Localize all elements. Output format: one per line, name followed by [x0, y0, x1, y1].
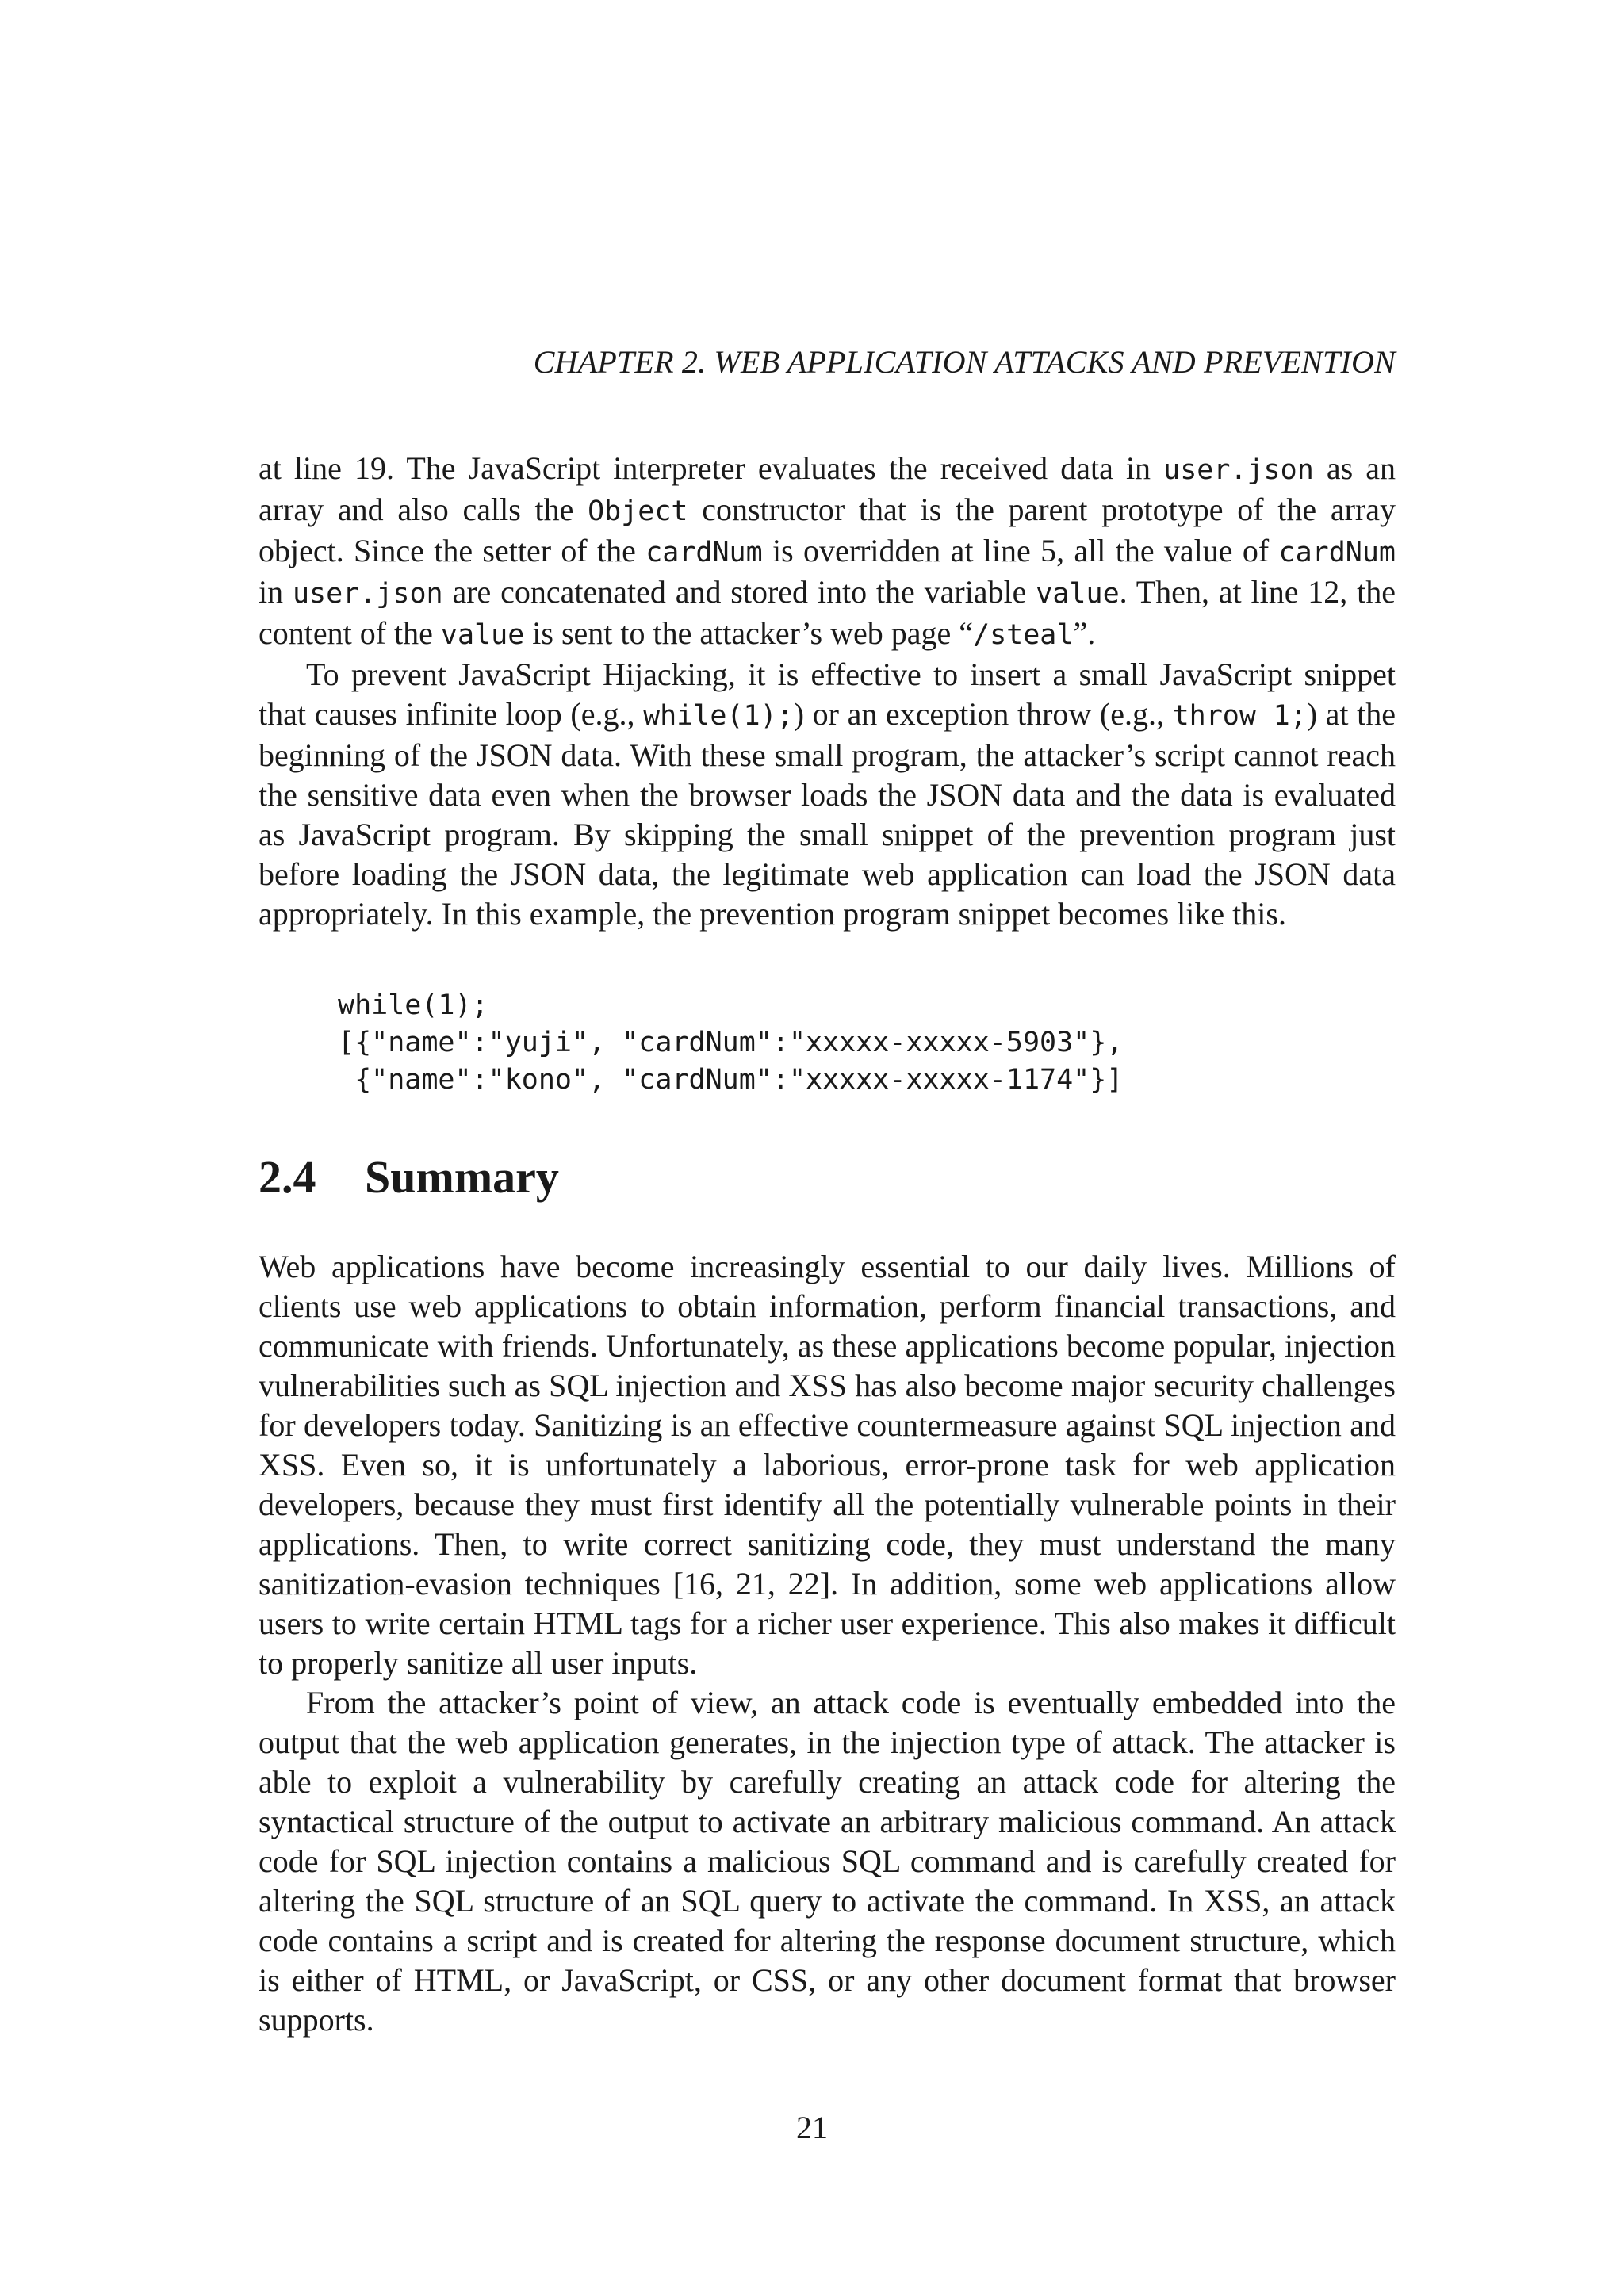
inline-code: value — [440, 619, 525, 651]
inline-code: user.json — [1163, 454, 1314, 486]
inline-code: while(1); — [643, 700, 794, 732]
paragraph-prevent-hijacking: To prevent JavaScript Hijacking, it is effective to insert a small JavaScript snippet that causes infinite loop (e.g., while(1);) or an exception throw (e.g., throw 1;) at the beginning of the JSON data. With these small program, the attacker’s script cannot reach the sensitive data even when the browser loads the JSON data and the data is evaluated as JavaScript program. By skipping the small snippet of the prevention program just before loading the JSON data, the legitimate web application can load the JSON data appropriately. In this example, the prevention program snippet becomes like this. — [259, 656, 1396, 932]
inline-code: Object — [588, 496, 688, 527]
inline-code: cardNum — [1278, 537, 1396, 568]
inline-code: cardNum — [645, 537, 763, 568]
body-text-top — [259, 449, 1396, 934]
paragraph-javascript-interpreter: at line 19. The JavaScript interpreter evaluates the received data in user.json as an array and also calls the Object constructor that is the parent prototype of the array object. Since the setter of the cardNum is overridden at line 5, all the value of cardNum in user.json are concatenated and stored into the variable value. Then, at line 12, the content of the value is sent to the attacker’s web page “/steal”. — [259, 450, 1396, 651]
code-line: {"name":"kono", "cardNum":"xxxxx-xxxxx-1174"}] — [338, 1064, 1124, 1096]
page-number: 21 — [796, 2110, 828, 2145]
inline-code: /steal — [973, 619, 1074, 651]
paragraph-summary-intro: Web applications have become increasingly essential to our daily lives. Millions of clients use web applications to obtain information, perform financial transactions, and communicate with friends. Unfortunately, as these applications become popular, injection vulnerabilities such as SQL injection and XSS has also become major security challenges for developers today. Sanitizing is an effective countermeasure against SQL injection and XSS. Even so, it is unfortunately a laborious, error-prone task for web application developers, because they must first identify all the potentially vulnerable points in their applications. Then, to write correct sanitizing code, they must understand the many sanitization-evasion techniques [16, 21, 22]. In addition, some web applications allow users to write certain HTML tags for a richer user experience. This also makes it difficult to properly sanitize all user inputs. — [259, 1249, 1396, 1681]
body-text-summary — [259, 1247, 1396, 2040]
code-block — [338, 987, 1123, 1099]
inline-code: user.json — [292, 578, 443, 610]
inline-code: throw 1; — [1172, 700, 1307, 732]
inline-code: value — [1036, 578, 1120, 610]
code-line: while(1); — [338, 989, 488, 1021]
section-title: Summary — [365, 1151, 559, 1203]
running-header: CHAPTER 2. WEB APPLICATION ATTACKS AND PREVENTION — [533, 344, 1396, 380]
paragraph-attacker-view: From the attacker’s point of view, an attack code is eventually embedded into the output that the web application generates, in the injection type of attack. The attacker is able to exploit a vulnerability by carefully creating an attack code for altering the syntactical structure of the output to activate an arbitrary malicious command. An attack code for SQL injection contains a malicious SQL command and is carefully created for altering the SQL structure of an SQL query to activate the command. In XSS, an attack code contains a script and is created for altering the response document structure, which is either of HTML, or JavaScript, or CSS, or any other document format that browser supports. — [259, 1685, 1396, 2038]
section-number: 2.4 — [259, 1151, 316, 1203]
code-line: [{"name":"yuji", "cardNum":"xxxxx-xxxxx-5903"}, — [338, 1027, 1124, 1058]
section-heading — [259, 1150, 559, 1205]
